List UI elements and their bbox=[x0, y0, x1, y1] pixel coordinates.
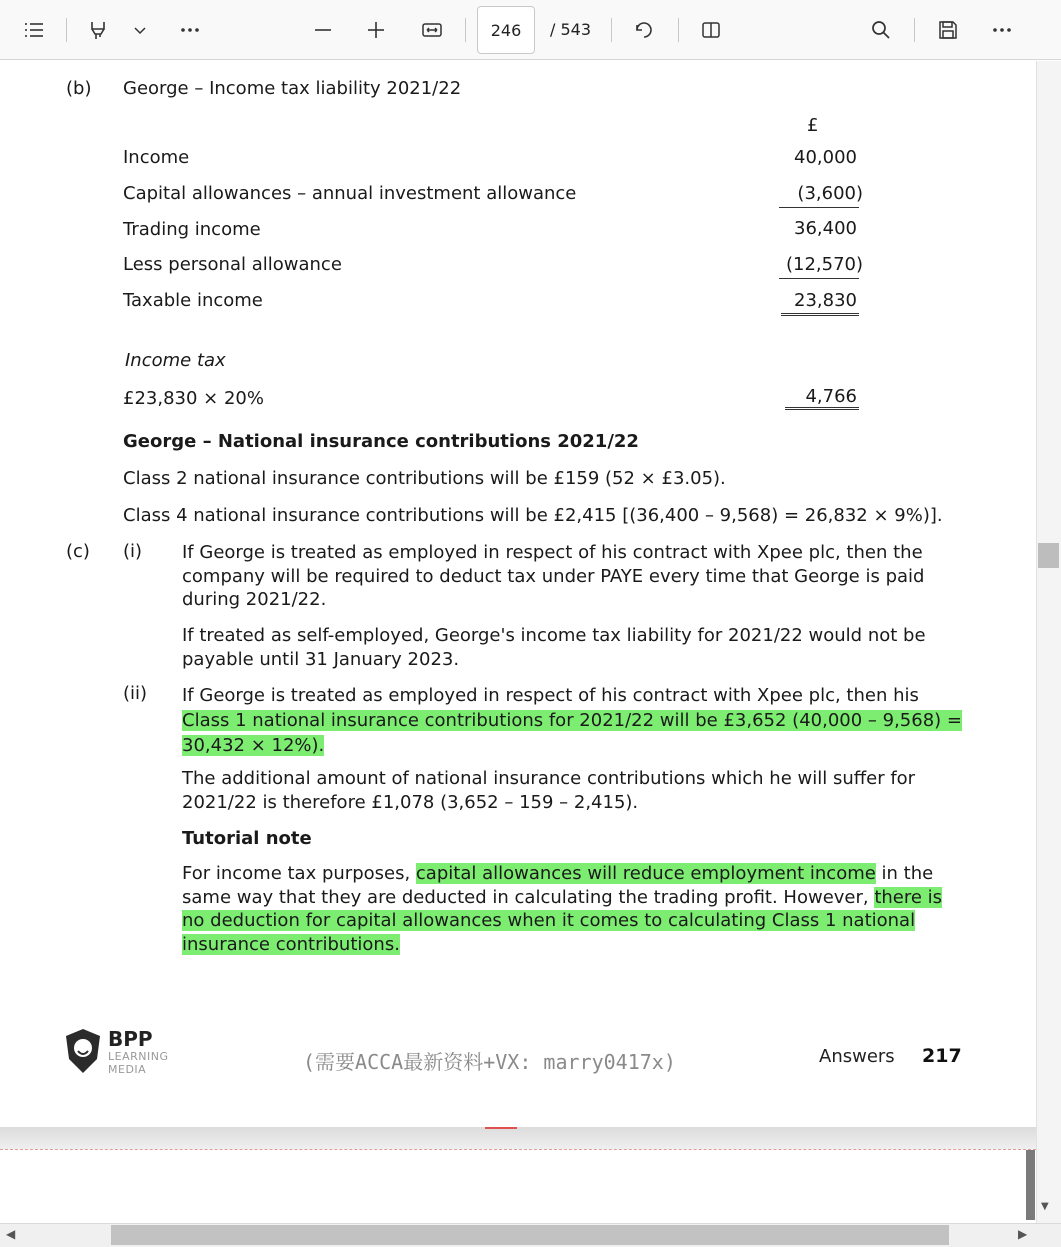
contents-icon[interactable] bbox=[18, 14, 50, 46]
section-c-i-label: (i) bbox=[123, 541, 143, 562]
row-income-value: 40,000 bbox=[794, 147, 857, 168]
highlighted-text[interactable]: there is no deduction for capital allowances when it comes to calculating Class 1 national insurance contributions. bbox=[182, 886, 943, 955]
nic-class4-text: Class 4 national insurance contributions will be £2,415 [(36,400 – 9,568) = 26,832 × 9%)]. bbox=[123, 505, 943, 526]
row-capital-allowances-value: (3,600) bbox=[797, 183, 863, 204]
next-document-page bbox=[0, 1149, 1036, 1223]
chevron-down-icon[interactable] bbox=[124, 14, 156, 46]
horizontal-scroll-thumb[interactable] bbox=[111, 1225, 949, 1245]
toolbar-divider bbox=[914, 18, 915, 42]
rotate-icon[interactable] bbox=[628, 14, 660, 46]
highlighted-text[interactable]: Class 1 national insurance contributions for 2021/22 will be £3,652 (40,000 – 9,568) = 30,432 × 12%). bbox=[182, 710, 962, 756]
row-personal-allowance-value: (12,570) bbox=[785, 254, 863, 275]
row-trading-income-label: Trading income bbox=[123, 219, 261, 240]
toolbar-divider bbox=[611, 18, 612, 42]
section-c-ii-paragraph-2: The additional amount of national insurance contributions which he will suffer for 2021/22 is therefore £1,078 (3,652 – 159 – 2,415). bbox=[182, 768, 916, 813]
scroll-left-icon[interactable]: ◀ bbox=[6, 1227, 16, 1241]
more-icon[interactable] bbox=[174, 14, 206, 46]
nic-heading: George – National insurance contributions 2021/22 bbox=[123, 431, 639, 452]
tutorial-text: in the same way that they are deducted in calculating the trading profit. However, bbox=[182, 863, 934, 908]
total-double-rule bbox=[781, 313, 859, 316]
save-icon[interactable] bbox=[932, 14, 964, 46]
footer-page-number: 217 bbox=[922, 1045, 962, 1067]
highlight-icon[interactable] bbox=[82, 14, 114, 46]
section-b-label: (b) bbox=[66, 78, 92, 99]
bpp-logo-icon bbox=[63, 1027, 103, 1079]
toolbar-divider bbox=[66, 18, 67, 42]
page-break-marker bbox=[485, 1127, 517, 1129]
scroll-right-icon[interactable]: ▶ bbox=[1018, 1227, 1028, 1241]
c-ii-text: If George is treated as employed in respect of his contract with Xpee plc, then his bbox=[182, 685, 919, 706]
section-c-ii-label: (ii) bbox=[123, 683, 148, 704]
scroll-down-icon[interactable]: ▼ bbox=[1041, 1201, 1049, 1212]
toolbar-divider bbox=[465, 18, 466, 42]
section-c-ii-paragraph-1 bbox=[182, 683, 962, 758]
section-b-title: George – Income tax liability 2021/22 bbox=[123, 78, 462, 99]
highlighted-text[interactable]: capital allowances will reduce employment income bbox=[415, 863, 876, 884]
logo-subtext: LEARNING MEDIA bbox=[108, 1050, 169, 1076]
income-tax-heading: Income tax bbox=[125, 350, 226, 371]
more-options-icon[interactable] bbox=[986, 14, 1018, 46]
row-taxable-income-value: 23,830 bbox=[794, 290, 857, 311]
two-page-icon[interactable] bbox=[695, 14, 727, 46]
income-tax-value: 4,766 bbox=[805, 386, 857, 407]
search-icon[interactable] bbox=[865, 14, 897, 46]
page-gap bbox=[0, 1127, 1036, 1149]
pdf-toolbar bbox=[0, 0, 1061, 60]
fit-width-icon[interactable] bbox=[416, 14, 448, 46]
document-page bbox=[0, 61, 1036, 1127]
vertical-scroll-thumb[interactable] bbox=[1038, 543, 1059, 568]
page-number-input[interactable] bbox=[477, 6, 535, 54]
zoom-out-icon[interactable] bbox=[307, 14, 339, 46]
tutorial-note-paragraph bbox=[182, 862, 962, 956]
row-income-label: Income bbox=[123, 147, 190, 168]
nic-class2-text: Class 2 national insurance contributions will be £159 (52 × £3.05). bbox=[123, 468, 726, 489]
currency-header: £ bbox=[807, 115, 819, 136]
section-c-i-paragraph-2: If treated as self-employed, George's income tax liability for 2021/22 would not be payable until 31 January 2023. bbox=[182, 625, 926, 670]
page-total: / 543 bbox=[550, 20, 592, 39]
subtotal-rule bbox=[779, 207, 859, 208]
watermark-text: (需要ACCA最新资料+VX: marry0417x) bbox=[303, 1050, 676, 1074]
row-capital-allowances-label: Capital allowances – annual investment allowance bbox=[123, 183, 577, 204]
vertical-scrollbar[interactable] bbox=[1036, 61, 1061, 1223]
row-taxable-income-label: Taxable income bbox=[123, 290, 263, 311]
subtotal-rule bbox=[779, 278, 859, 279]
footer-section: Answers bbox=[819, 1046, 895, 1067]
toolbar-divider bbox=[678, 18, 679, 42]
section-c-i-paragraph-1: If George is treated as employed in respect of his contract with Xpee plc, then the company will be required to deduct tax under PAYE every time that George is paid during 2021/22. bbox=[182, 542, 925, 610]
page-scroll-indicator[interactable] bbox=[1026, 1150, 1035, 1220]
tutorial-text: For income tax purposes, bbox=[182, 863, 416, 884]
section-c-label: (c) bbox=[66, 541, 90, 562]
logo-text: BPP bbox=[108, 1027, 153, 1051]
tutorial-note-heading: Tutorial note bbox=[182, 828, 312, 849]
income-tax-calculation: £23,830 × 20% bbox=[123, 388, 264, 409]
row-personal-allowance-label: Less personal allowance bbox=[123, 254, 342, 275]
row-trading-income-value: 36,400 bbox=[794, 218, 857, 239]
zoom-in-icon[interactable] bbox=[360, 14, 392, 46]
total-double-rule bbox=[785, 407, 859, 410]
